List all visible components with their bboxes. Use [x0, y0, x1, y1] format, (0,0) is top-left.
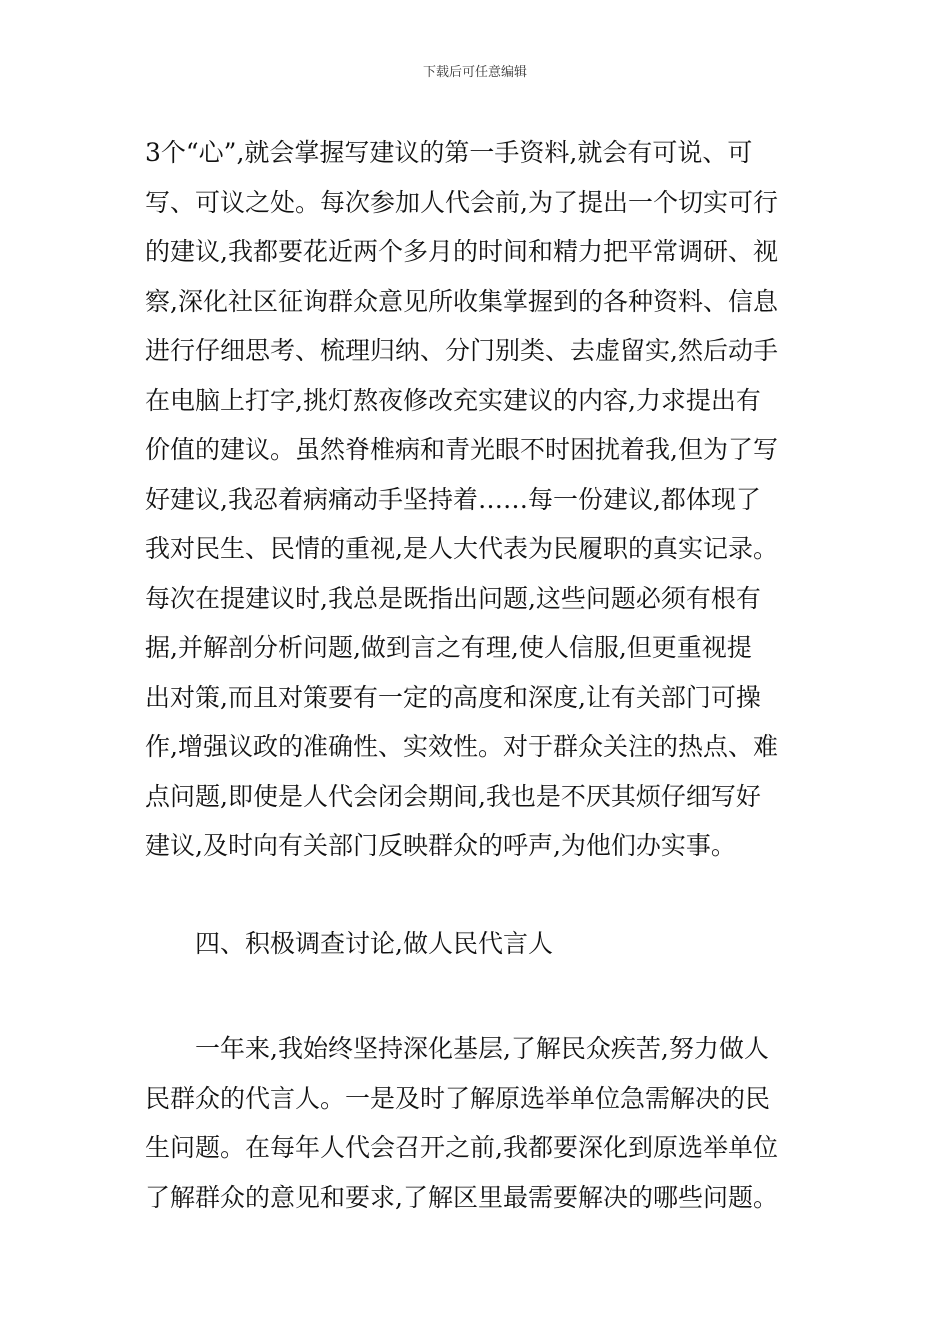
- paragraph-2: [145, 1024, 810, 1222]
- text-line: 作,增强议政的准确性、实效性。对于群众关注的热点、难: [145, 732, 778, 761]
- document-body: [145, 128, 810, 1222]
- page-header: 下载后可任意编辑: [422, 65, 527, 80]
- text-line: 的建议,我都要花近两个多月的时间和精力把平常调研、视: [145, 237, 778, 266]
- text-line: 一年来,我始终坚持深化基层,了解民众疾苦,努力做人: [195, 1034, 769, 1063]
- text-line: 进行仔细思考、梳理归纳、分门别类、去虚留实,然后动手: [145, 336, 778, 365]
- paragraph-1: [145, 128, 810, 871]
- text-line: 好建议,我忍着病痛动手坚持着……每一份建议,都体现了: [145, 484, 761, 514]
- section-heading: 四、积极调查讨论,做人民代言人: [195, 928, 553, 958]
- text-line: 出对策,而且对策要有一定的高度和深度,让有关部门可操: [145, 682, 761, 712]
- text-line: 点问题,即使是人代会闭会期间,我也是不厌其烦仔细写好: [145, 781, 761, 811]
- text-line: 民群众的代言人。一是及时了解原选举单位急需解决的民: [145, 1083, 771, 1113]
- text-line: 生问题。在每年人代会召开之前,我都要深化到原选举单位: [145, 1133, 778, 1162]
- text-line: 在电脑上打字,挑灯熬夜修改充实建议的内容,力求提出有: [145, 385, 761, 415]
- text-line: 每次在提建议时,我总是既指出问题,这些问题必须有根有: [145, 583, 761, 613]
- text-line: 我对民生、民情的重视,是人大代表为民履职的真实记录。: [145, 534, 778, 563]
- text-line: 建议,及时向有关部门反映群众的呼声,为他们办实事。: [145, 831, 736, 860]
- text-line: 价值的建议。虽然脊椎病和青光眼不时困扰着我,但为了写: [145, 435, 778, 464]
- text-line: 3个“心”,就会掌握写建议的第一手资料,就会有可说、可: [145, 138, 753, 167]
- text-line: 察,深化社区征询群众意见所收集掌握到的各种资料、信息: [145, 286, 778, 316]
- text-line: 据,并解剖分析问题,做到言之有理,使人信服,但更重视提: [145, 633, 752, 662]
- text-line: 了解群众的意见和要求,了解区里最需要解决的哪些问题。: [145, 1182, 778, 1212]
- text-line: 写、可议之处。每次参加人代会前,为了提出一个切实可行: [145, 187, 778, 217]
